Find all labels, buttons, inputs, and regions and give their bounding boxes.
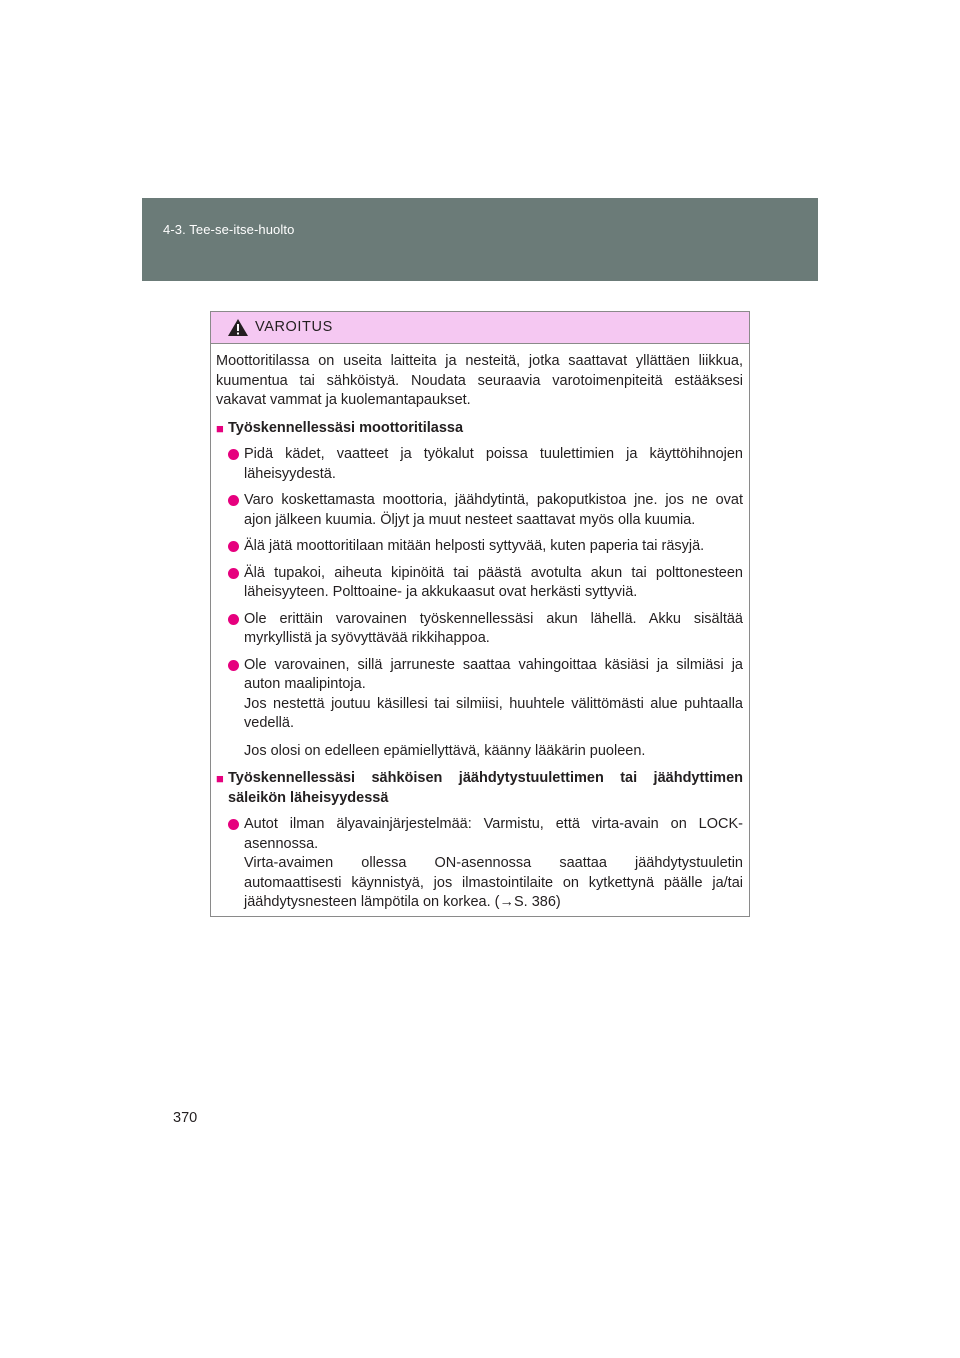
bullet-icon bbox=[228, 660, 239, 671]
list-item-text: Älä tupakoi, aiheuta kipinöitä tai päästä avotulta akun tai polttonesteen läheisyyteen. Polttoaine- ja akkukaasut ovat herkästi syttyviä. bbox=[244, 564, 743, 600]
list-item-note: Jos olosi on edelleen epämiellyttävä, käänny lääkärin puoleen. bbox=[244, 742, 646, 759]
list-item-text: Jos nestettä joutuu käsillesi tai silmiisi, huuhtele välittömästi alue puhtaalla vedellä. bbox=[244, 695, 743, 731]
bullet-icon bbox=[228, 568, 239, 579]
bullet-icon bbox=[228, 614, 239, 625]
warning-intro: Moottoritilassa on useita laitteita ja nesteitä, jotka saattavat yllättäen liikkua, kuumentua tai sähköistyä. Noudata seuraavia varotoimenpiteitä estääksesi vakavat vammat ja kuolemantapaukset. bbox=[216, 353, 743, 408]
square-bullet-icon: ■ bbox=[216, 771, 224, 786]
list-item bbox=[216, 491, 743, 530]
bullet-icon bbox=[228, 819, 239, 830]
list-item-text: Autot ilman älyavainjärjestelmää: Varmistu, että virta-avain on LOCK-asennossa. bbox=[244, 816, 743, 852]
list-item-text: Varo koskettamasta moottoria, jäähdytintä, pakoputkistoa jne. jos ne ovat ajon jälkeen kuumia. Öljyt ja muut nesteet saattavat myös olla kuumia. bbox=[244, 492, 743, 528]
warning-box bbox=[210, 311, 750, 917]
section-title: 4-3. Tee-se-itse-huolto bbox=[163, 222, 295, 237]
list-item-text: Ole erittäin varovainen työskennellessäsi akun lähellä. Akku sisältää myrkyllistä ja syövyttävää rikkihappoa. bbox=[244, 610, 743, 646]
list-item bbox=[216, 537, 743, 557]
list-item-text: Pidä kädet, vaatteet ja työkalut poissa tuulettimien ja käyttöhihnojen läheisyydestä. bbox=[244, 446, 743, 482]
list-item bbox=[216, 656, 743, 734]
list-item bbox=[216, 564, 743, 603]
section-heading-text: Työskennellessäsi moottoritilassa bbox=[228, 419, 464, 436]
warning-body bbox=[211, 344, 749, 913]
warning-label: VAROITUS bbox=[255, 319, 333, 335]
list-item bbox=[216, 610, 743, 649]
square-bullet-icon: ■ bbox=[216, 420, 224, 436]
warning-triangle-icon bbox=[227, 318, 249, 337]
list-item-text: Älä jätä moottoritilaan mitään helposti syttyvää, kuten paperia tai räsyjä. bbox=[244, 538, 705, 554]
section-heading-text: Työskennellessäsi sähköisen jäähdytystuulettimen tai jäähdyttimen säleikön läheisyydessä bbox=[228, 770, 743, 806]
section-heading-cooling-fan bbox=[216, 769, 743, 808]
list-item-text: Virta-avaimen ollessa ON-asennossa saattaa jäähdytystuuletin automaattisesti käynnistyä, jos ilmastointilaite on kytkettynä päälle ja/tai jäähdytysnesteen lämpötila on korkea. (→S. 386) bbox=[244, 855, 743, 910]
list-item bbox=[216, 815, 743, 913]
chapter-header-band bbox=[142, 198, 818, 281]
bullet-icon bbox=[228, 449, 239, 460]
bullet-icon bbox=[228, 541, 239, 552]
warning-header bbox=[211, 312, 749, 344]
page-number: 370 bbox=[173, 1110, 198, 1126]
list-item-text: Ole varovainen, sillä jarruneste saattaa vahingoittaa käsiäsi ja silmiäsi ja auton maalipintoja. bbox=[244, 656, 743, 692]
section-heading-engine-room bbox=[216, 419, 743, 439]
list-item bbox=[216, 445, 743, 484]
bullet-icon bbox=[228, 495, 239, 506]
